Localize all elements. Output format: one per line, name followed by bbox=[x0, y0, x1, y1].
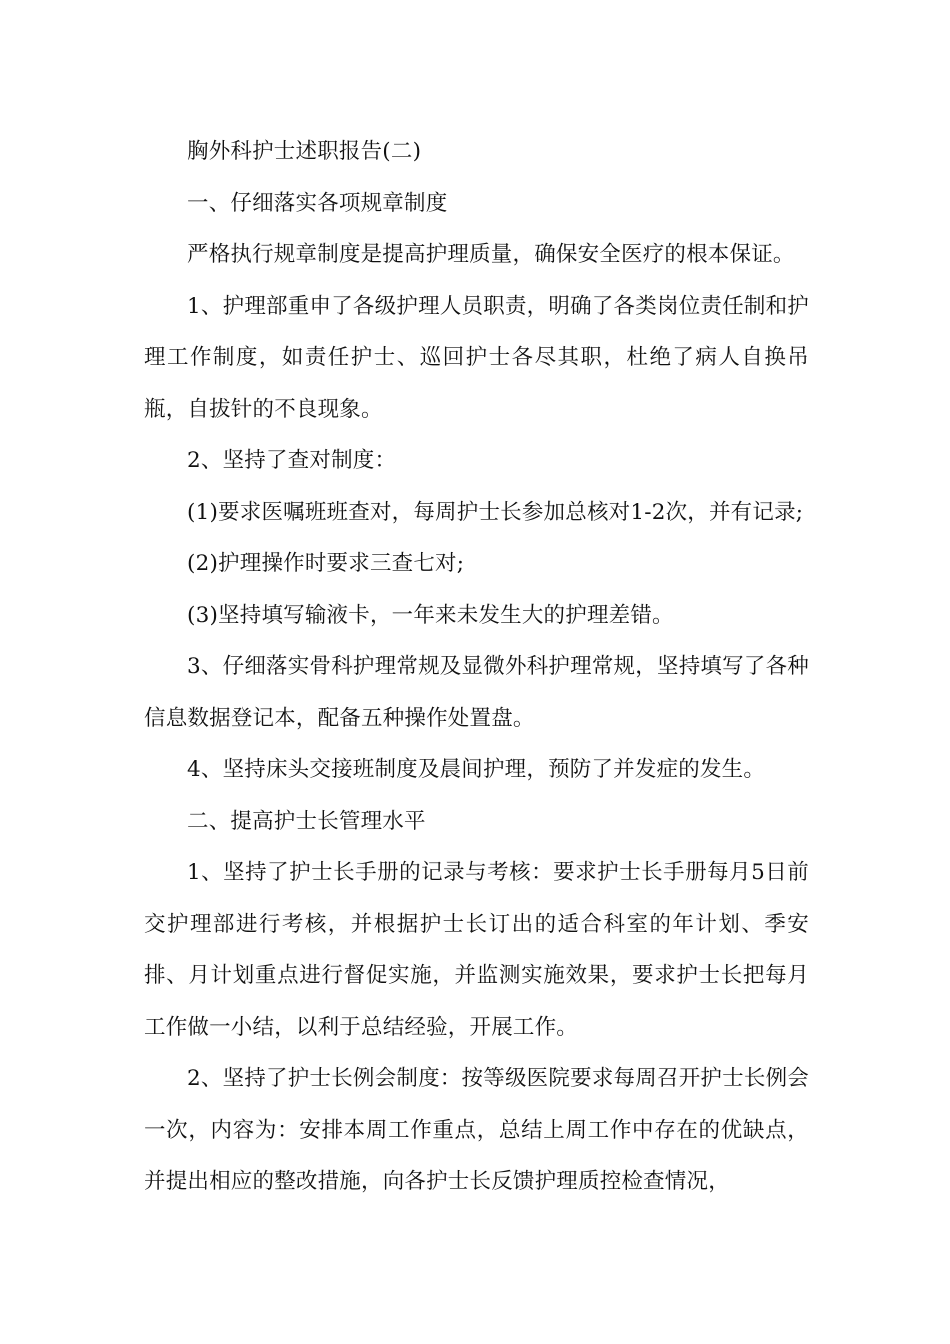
paragraph: (1)要求医嘱班班查对，每周护士长参加总核对1-2次，并有记录; bbox=[187, 499, 804, 525]
paragraph: (2)护理操作时要求三查七对; bbox=[187, 551, 465, 576]
paragraph: (3)坚持填写输液卡，一年来未发生大的护理差错。 bbox=[187, 602, 674, 628]
paragraph: 3、仔细落实骨科护理常规及显微外科护理常规，坚持填写了各种信息数据登记本，配备五种操作处置盘。 bbox=[144, 654, 809, 731]
section-heading-1: 一、仔细落实各项规章制度 bbox=[187, 190, 448, 216]
paragraph: 严格执行规章制度是提高护理质量，确保安全医疗的根本保证。 bbox=[187, 242, 795, 267]
document-body bbox=[144, 126, 809, 1208]
paragraph: 1、坚持了护士长手册的记录与考核：要求护士长手册每月5日前交护理部进行考核，并根据护士长订出的适合科室的年计划、季安排、月计划重点进行督促实施，并监测实施效果，要求护士长把每月工作做一小结，以利于总结经验，开展工作。 bbox=[144, 860, 809, 1040]
section-heading-2: 二、提高护士长管理水平 bbox=[187, 808, 426, 834]
paragraph: 4、坚持床头交接班制度及晨间护理，预防了并发症的发生。 bbox=[187, 757, 766, 782]
paragraph: 2、坚持了护士长例会制度：按等级医院要求每周召开护士长例会一次，内容为：安排本周工作重点，总结上周工作中存在的优缺点，并提出相应的整改措施，向各护士长反馈护理质控检查情况， bbox=[144, 1066, 809, 1194]
paragraph: 2、坚持了查对制度： bbox=[187, 448, 397, 473]
document-title: 胸外科护士述职报告(二) bbox=[187, 139, 422, 164]
paragraph: 1、护理部重申了各级护理人员职责，明确了各类岗位责任制和护理工作制度，如责任护士、巡回护士各尽其职，杜绝了病人自换吊瓶，自拔针的不良现象。 bbox=[144, 293, 809, 422]
